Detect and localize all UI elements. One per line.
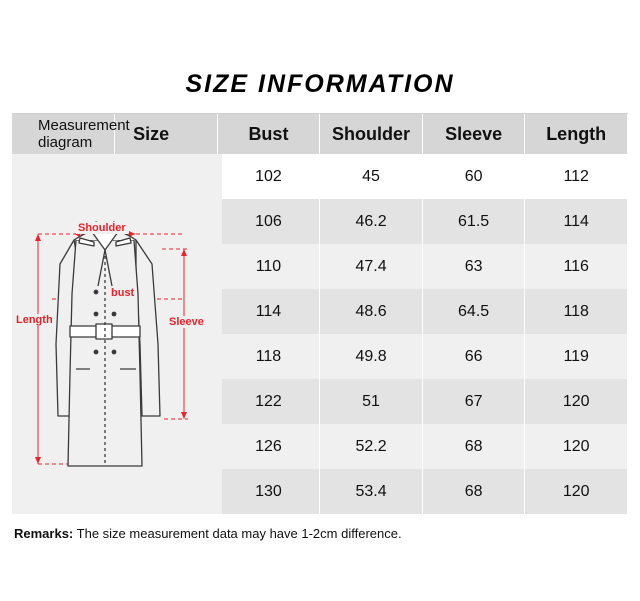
- cell-shoulder: 49.8: [320, 334, 423, 379]
- size-table: [12, 114, 628, 514]
- cell-length: 112: [525, 154, 628, 199]
- diagram-label-sleeve: Sleeve: [169, 316, 204, 328]
- diagram-label-bust: bust: [111, 287, 135, 299]
- measurement-diagram-cell: [12, 154, 204, 514]
- table-header-row: [12, 114, 628, 154]
- remarks-text: The size measurement data may have 1-2cm difference.: [76, 526, 402, 541]
- column-header-measurement-diagram: Measurement diagram: [12, 114, 115, 154]
- cell-sleeve: 66: [422, 334, 525, 379]
- table-header: [12, 114, 628, 154]
- cell-length: 120: [525, 424, 628, 469]
- table-body: [12, 154, 628, 514]
- cell-length: 119: [525, 334, 628, 379]
- column-header-bust: Bust: [217, 114, 320, 154]
- cell-shoulder: 48.6: [320, 289, 423, 334]
- cell-bust: 110: [217, 244, 320, 289]
- coat-diagram-svg: [12, 154, 222, 514]
- cell-sleeve: 60: [422, 154, 525, 199]
- cell-sleeve: 67: [422, 379, 525, 424]
- cell-bust: 126: [217, 424, 320, 469]
- cell-sleeve: 64.5: [422, 289, 525, 334]
- column-header-size: Size: [115, 114, 218, 154]
- cell-length: 116: [525, 244, 628, 289]
- cell-shoulder: 51: [320, 379, 423, 424]
- cell-shoulder: 47.4: [320, 244, 423, 289]
- cell-sleeve: 61.5: [422, 199, 525, 244]
- diagram-label-length: Length: [16, 314, 53, 326]
- column-header-shoulder: Shoulder: [320, 114, 423, 154]
- remarks-label: Remarks:: [14, 526, 74, 541]
- size-table-container: [12, 113, 628, 514]
- cell-bust: 114: [217, 289, 320, 334]
- cell-length: 118: [525, 289, 628, 334]
- cell-bust: 118: [217, 334, 320, 379]
- cell-bust: 106: [217, 199, 320, 244]
- cell-sleeve: 68: [422, 469, 525, 514]
- cell-bust: 102: [217, 154, 320, 199]
- column-header-length: Length: [525, 114, 628, 154]
- cell-sleeve: 63: [422, 244, 525, 289]
- cell-bust: 122: [217, 379, 320, 424]
- table-row: [12, 154, 628, 199]
- cell-shoulder: 46.2: [320, 199, 423, 244]
- cell-sleeve: 68: [422, 424, 525, 469]
- cell-length: 120: [525, 379, 628, 424]
- diagram-label-shoulder: Shoulder: [78, 222, 126, 234]
- cell-shoulder: 45: [320, 154, 423, 199]
- measurement-diagram: [12, 154, 222, 514]
- cell-bust: 130: [217, 469, 320, 514]
- cell-shoulder: 53.4: [320, 469, 423, 514]
- cell-length: 114: [525, 199, 628, 244]
- column-header-sleeve: Sleeve: [422, 114, 525, 154]
- cell-shoulder: 52.2: [320, 424, 423, 469]
- remarks: [14, 526, 626, 541]
- cell-length: 120: [525, 469, 628, 514]
- page-title: SIZE INFORMATION: [185, 70, 455, 98]
